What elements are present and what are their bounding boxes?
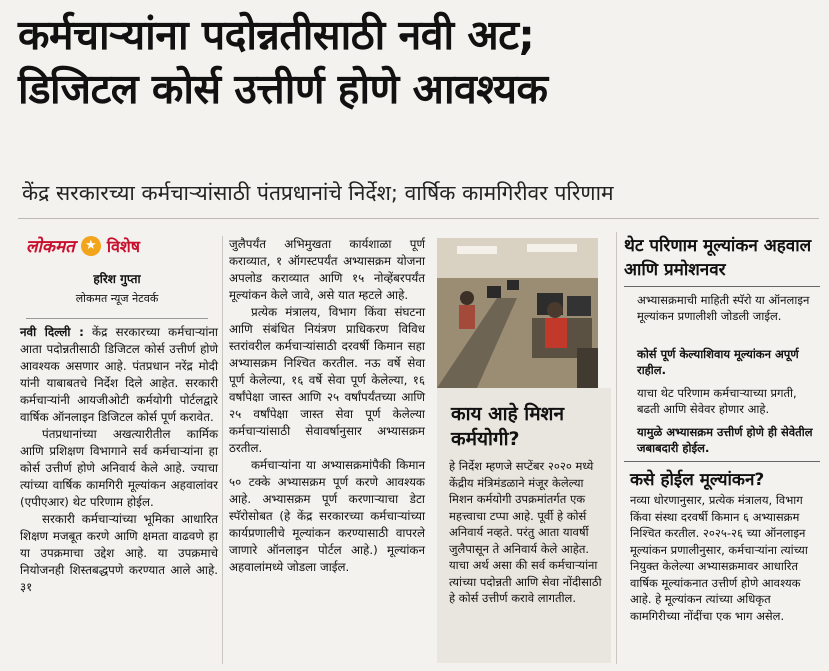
article-paragraph-2: पंतप्रधानांच्या अखत्यारीतील कार्मिक आणि प्रशिक्षण विभागाने सर्व कर्मचाऱ्यांना हा कोर्स उत्तीर्ण होणे अनिवार्य केले आहे. ज्याचा त्यांच्या वार्षिक कामगिरी मूल्यांकन अहवालांवर (एपीएआर) थेट परिणाम होईल. bbox=[20, 427, 218, 509]
mission-karmayogi-box bbox=[437, 388, 611, 663]
sidebar-title: काय आहे मिशन कर्मयोगी? bbox=[451, 403, 565, 450]
author-org: लोकमत न्यूज नेटवर्क bbox=[75, 292, 159, 305]
article-paragraph-6: कर्मचाऱ्यांना या अभ्यासक्रमांपैकी किमान ५० टक्के अभ्यासक्रम पूर्ण करणे आवश्यक आहे. अभ्यासक्रम पूर्ण करणाऱ्याचा डेटा स्पॅरोसोबत (हे केंद्र सरकारच्या कर्मचाऱ्यांच्या कार्यप्रणालीचे मूल्यांकन करण्यासाठी वापरले जाणारे ऑनलाइन पोर्टल आहे.) मूल्यांकन अहवालांमध्ये जोडला जाईल. bbox=[229, 458, 425, 574]
byline bbox=[26, 270, 208, 306]
impact-item-1: अभ्यासक्रमाची माहिती स्पॅरो या ऑनलाइन मूल्यांकन प्रणालीशी जोडली जाईल. bbox=[637, 293, 810, 323]
impact-title: थेट परिणाम मूल्यांकन अहवाल आणि प्रमोशनवर bbox=[624, 236, 812, 280]
evaluation-body: नव्या धोरणानुसार, प्रत्येक मंत्रालय, विभाग किंवा संस्था दरवर्षी किमान ६ अभ्यासक्रम निश्चित करतील. २०२५-२६ च्या ऑनलाइन मूल्यांकन प्रणालीनुसार, कर्मचाऱ्यांना त्यांच्या नियुक्त केलेल्या अभ्यासक्रमावर आधारित वार्षिक मूल्यांकनात उत्तीर्ण होणे आवश्यक आहे. हे मूल्यांकन त्यांच्या अधिकृत कामगिरीच्या नोंदींचा एक भाग असेल. bbox=[630, 493, 808, 623]
header-divider bbox=[18, 218, 819, 219]
star-icon: ★ bbox=[81, 236, 101, 256]
impact-item-4: यामुळे अभ्यासक्रम उत्तीर्ण होणे ही सेवेतील जबाबदारी होईल. bbox=[637, 425, 813, 455]
sidebar-body: हे निर्देश म्हणजे सप्टेंबर २०२० मध्ये केंद्रीय मंत्रिमंडळाने मंजूर केलेल्या मिशन कर्मयोगी उपक्रमांतर्गत एक महत्त्वाचा टप्पा आहे. पूर्वी हे कोर्स अनिवार्य नव्हते. परंतु आता यावर्षी जुलैपासून ते अनिवार्य केले आहेत. याचा अर्थ असा की सर्व कर्मचाऱ्यांना त्यांच्या पदोन्नती आणि सेवा नोंदीसाठी हे कोर्स उत्तीर्ण करावे लागतील. bbox=[449, 459, 602, 605]
impact-item-3: याचा थेट परिणाम कर्मचाऱ्याच्या प्रगती, बढती आणि सेवेवर होणार आहे. bbox=[637, 386, 797, 416]
evaluation-title: कसे होईल मूल्यांकन? bbox=[630, 470, 765, 490]
article-paragraph-1: नवी दिल्ली : केंद्र सरकारच्या कर्मचाऱ्यांना आता पदोन्नतीसाठी डिजिटल कोर्स उत्तीर्ण होणे आवश्यक असणार आहे. पंतप्रधान नरेंद्र मोदी यांनी याबाबतचे निर्देश दिले आहेत. सरकारी कर्मचाऱ्यांनी आयजीओटी कर्मयोगी पोर्टलद्वारे वार्षिक ऑनलाइन डिजिटल कोर्स पूर्ण करावेत. bbox=[20, 325, 218, 424]
subheadline: केंद्र सरकारच्या कर्मचाऱ्यांसाठी पंतप्रधानांचे निर्देश; वार्षिक कामगिरीवर परिणाम bbox=[22, 181, 614, 205]
headline-line-1: कर्मचाऱ्यांना पदोन्नतीसाठी नवी अट; bbox=[18, 11, 535, 59]
impact-title-divider bbox=[624, 286, 820, 287]
author-name: हरिश गुप्ता bbox=[93, 272, 141, 286]
article-paragraph-5: प्रत्येक मंत्रालय, विभाग किंवा संघटना आणि संबंधित नियंत्रण प्राधिकरण विविध स्तरांवरील कर्मचाऱ्यांसाठी दरवर्षी किमान सहा अभ्यासक्रम निश्चित करतील. नऊ वर्षे सेवा पूर्ण केलेल्या, १६ वर्षे सेवा पूर्ण केलेल्या, १६ वर्षांपेक्षा जास्त आणि २५ वर्षांपर्यंतच्या आणि २५ वर्षांपेक्षा जास्त सेवा पूर्ण केलेल्या कर्मचाऱ्यांसाठी सेवावर्षानुसार अभ्यासक्रम ठरतील. bbox=[229, 305, 425, 455]
column-divider-2 bbox=[616, 232, 617, 664]
headline bbox=[18, 8, 818, 116]
brand-tag: विशेष bbox=[106, 236, 141, 256]
impact-item-2: कोर्स पूर्ण केल्याशिवाय मूल्यांकन अपूर्ण राहील. bbox=[637, 347, 799, 377]
column-divider-1 bbox=[222, 236, 223, 664]
office-photo bbox=[437, 238, 598, 388]
brand-logo: लोकमत bbox=[26, 237, 75, 257]
article-column-1 bbox=[20, 324, 218, 596]
brand-badge bbox=[26, 234, 140, 257]
byline-divider bbox=[26, 318, 208, 319]
dateline: नवी दिल्ली : bbox=[20, 325, 84, 339]
headline-line-2: डिजिटल कोर्स उत्तीर्ण होणे आवश्यक bbox=[18, 65, 548, 113]
article-paragraph-3: सरकारी कर्मचाऱ्यांच्या भूमिका आधारित शिक्षण मजबूत करणे आणि क्षमता वाढवणे हा या उपक्रमाचा उद्देश आहे. या उपक्रमाचे नियोजनही शिस्तबद्धपणे करण्यात आले आहे. ३१ bbox=[20, 512, 218, 594]
office-photo-illustration bbox=[437, 238, 598, 388]
section-divider bbox=[624, 461, 820, 462]
article-paragraph-4: जुलैपर्यंत अभिमुखता कार्यशाळा पूर्ण कराव्यात, १ ऑगस्टपर्यंत अभ्यासक्रम योजना अपलोड कराव्यात आणि १५ नोव्हेंबरपर्यंत मूल्यांकन केले जावे, असे यात म्हटले आहे. bbox=[229, 237, 425, 302]
article-column-2 bbox=[229, 236, 425, 576]
